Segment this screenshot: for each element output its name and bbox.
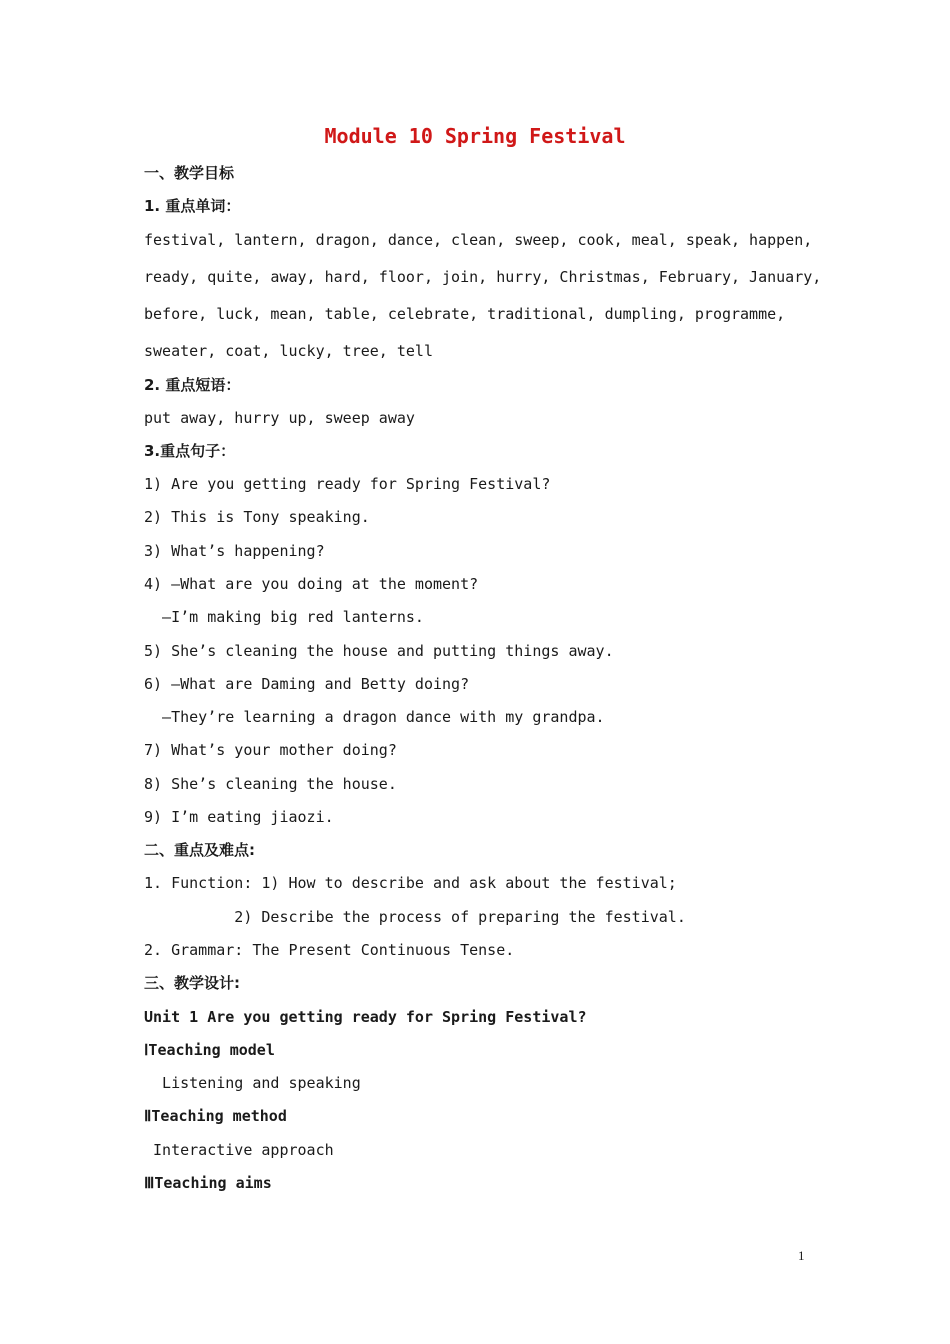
key-point-line: 2) Describe the process of preparing the festival. [144,908,686,926]
key-sentence: 3) What’s happening? [144,542,325,560]
key-sentence: 4) —What are you doing at the moment? [144,575,479,593]
key-phrases-heading: 2. 重点短语： [144,376,241,394]
key-point-line: 2. Grammar: The Present Continuous Tense. [144,941,515,959]
key-sentence: 5) She’s cleaning the house and putting things away. [144,642,614,660]
key-phrases-line: put away, hurry up, sweep away [144,409,415,427]
teaching-model-text: Listening and speaking [144,1074,361,1092]
section-heading-design: 三、教学设计: [144,974,240,992]
key-words-heading: 1. 重点单词： [144,197,241,215]
key-sentences-heading: 3.重点句子： [144,442,236,460]
key-point-line: 1. Function: 1) How to describe and ask about the festival; [144,874,677,892]
key-words-line: ready, quite, away, hard, floor, join, hurry, Christmas, February, January, [144,268,822,286]
key-words-line: before, luck, mean, table, celebrate, traditional, dumpling, programme, [144,305,786,323]
key-sentence: 9) I’m eating jiaozi. [144,808,334,826]
unit-title: Unit 1 Are you getting ready for Spring Festival? [144,1008,587,1026]
section-heading-objectives: 一、教学目标 [144,164,235,182]
key-words-line: festival, lantern, dragon, dance, clean, sweep, cook, meal, speak, happen, [144,231,813,249]
key-sentence: 8) She’s cleaning the house. [144,775,397,793]
key-sentence: —They’re learning a dragon dance with my grandpa. [144,708,605,726]
key-sentence: 2) This is Tony speaking. [144,508,370,526]
document-title: Module 10 Spring Festival [324,124,626,148]
key-sentence: —I’m making big red lanterns. [144,608,424,626]
teaching-method-heading: ⅡTeaching method [144,1107,287,1125]
key-sentence: 1) Are you getting ready for Spring Festival? [144,475,551,493]
page-number: 1 [798,1248,805,1263]
teaching-model-heading: ⅠTeaching model [144,1041,275,1059]
key-sentence: 6) —What are Daming and Betty doing? [144,675,470,693]
key-words-line: sweater, coat, lucky, tree, tell [144,342,433,360]
key-sentence: 7) What’s your mother doing? [144,741,397,759]
teaching-method-text: Interactive approach [144,1141,334,1159]
section-heading-key-points: 二、重点及难点: [144,841,255,859]
teaching-aims-heading: ⅢTeaching aims [144,1174,272,1192]
